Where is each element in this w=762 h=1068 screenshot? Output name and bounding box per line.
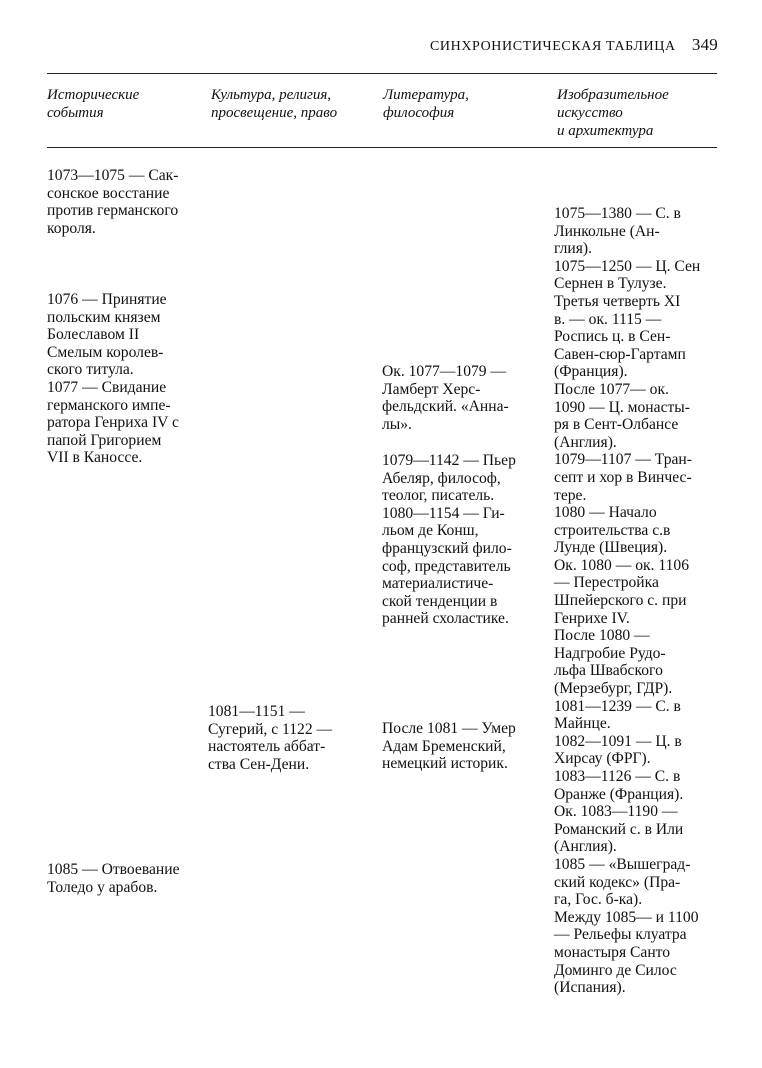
history-entry: 1073—1075 — Сак- сонское восстание против германского короля. [47,167,179,237]
art-entries: 1075—1380 — С. в Линкольне (Ан- глия). 1075—1250 — Ц. Сен Сернен в Тулузе. Третья четверть XI в. — ок. 1115 — Роспись ц. в Сен- Савен-сюр-Гартамп (Франция). После 1077— ок. 1090 — Ц. монасты- ря в Сент-Олбансе (Англия). 1079—1107 — Тран- септ и хор в Винчес- тере. 1080 — Начало строительства с.в Лунде (Швеция). Ок. 1080 — ок. 1106 — Перестройка Шпейерского с. при Генрихе IV. После 1080 — Надгробие Рудо- льфа Швабского (Мерзебург, ГДР). 1081—1239 — С. в Майнце. 1082—1091 — Ц. в Хирсау (ФРГ). 1083—1126 — С. в Оранже (Франция). Ок. 1083—1190 — Романский с. в Или (Англия). 1085 — «Вышеград- ский кодекс» (Пра- га, Гос. б-ка). Между 1085— и 1100 — Рельефы клуатра монастыря Санто Доминго де Силос (Испания). [554,205,701,997]
literature-entry: После 1081 — Умер Адам Бременский, немецкий историк. [382,720,516,773]
history-entry: 1085 — Отвоевание Толедо у арабов. [47,861,180,896]
column-header-history: Исторические события [47,87,140,121]
column-header-literature: Литература, философия [383,87,469,121]
table-header-rule [47,147,717,148]
culture-entry: 1081—1151 — Сугерий, с 1122 — настоятель аббат- ства Сен-Дени. [208,703,333,773]
literature-entry: 1079—1142 — Пьер Абеляр, философ, теолог, писатель. 1080—1154 — Ги- льом де Конш, французский фило- соф, представитель материалистиче- ской тенденции в ранней схоластике. [382,452,516,628]
history-entry: 1076 — Принятие польским князем Болеславом II Смелым королев- ского титула. 1077 — Свидание германского импе- ратора Генриха IV с папой Григорием VII в Каноссе. [47,291,179,467]
page-number: 349 [691,35,718,54]
column-header-culture: Культура, религия, просвещение, право [211,87,338,121]
literature-entry: Ок. 1077—1079 — Ламберт Херс- фельдский. «Анна- лы». [382,363,509,433]
running-head [0,35,718,55]
column-header-art: Изобразительное искусство и архитектура [557,87,669,139]
running-head-title: СИНХРОНИСТИЧЕСКАЯ ТАБЛИЦА [429,39,676,54]
table-top-rule [47,73,717,74]
